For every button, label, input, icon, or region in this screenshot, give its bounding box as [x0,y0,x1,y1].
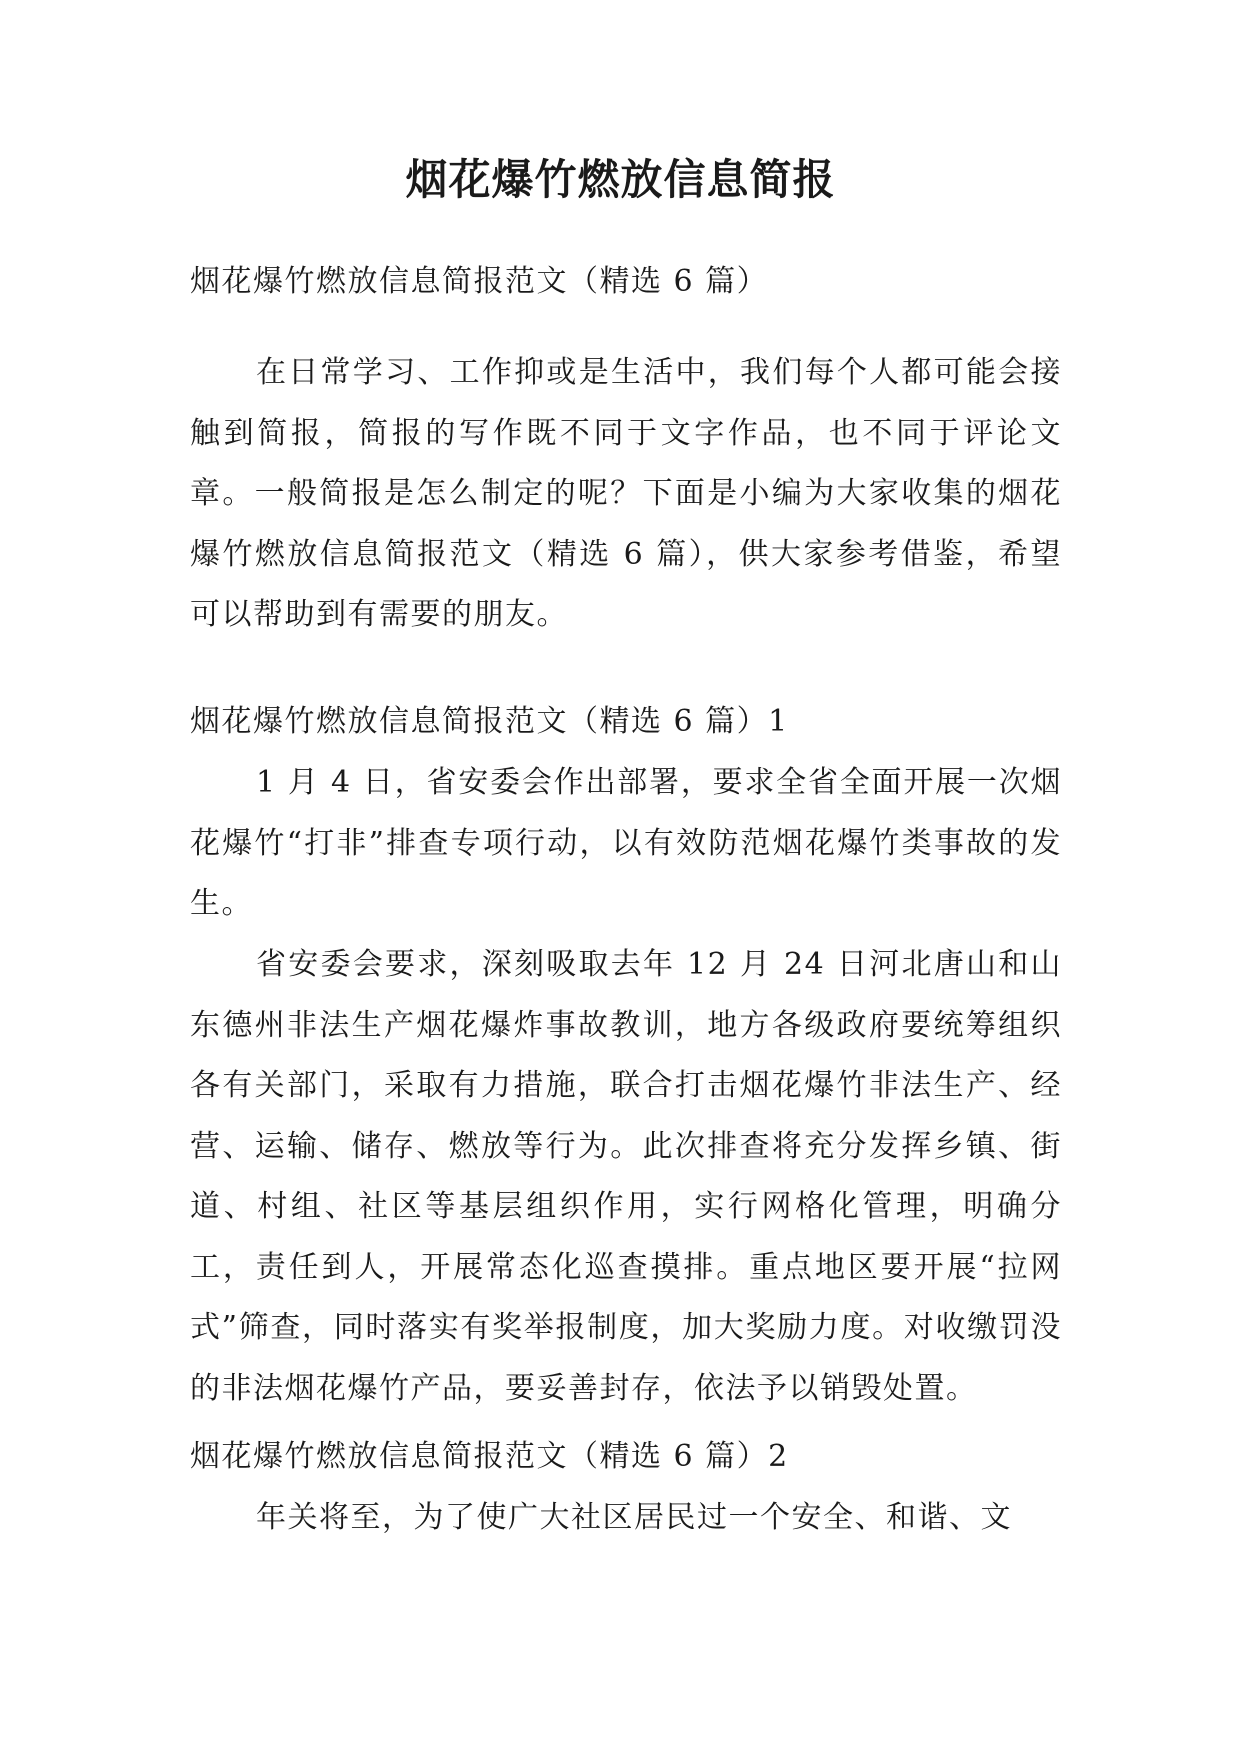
document-subtitle: 烟花爆竹燃放信息简报范文（精选 6 篇） [190,264,769,299]
section-paragraph: 省安委会要求，深刻吸取去年 12 月 24 日河北唐山和山东德州非法生产烟花爆炸事故教训，地方各级政府要统筹组织各有关部门，采取有力措施，联合打击烟花爆竹非法生产、经营、运输、储存、燃放等行为。此次排查将充分发挥乡镇、街道、村组、社区等基层组织作用，实行网格化管理，明确分工，责任到人，开展常态化巡查摸排。重点地区要开展“拉网式”筛查，同时落实有奖举报制度，加大奖励力度。对收缴罚没的非法烟花爆竹产品，要妥善封存，依法予以销毁处置。 [190,947,1062,1406]
section-heading: 烟花爆竹燃放信息简报范文（精选 6 篇）2 [190,1439,789,1474]
page-title: 烟花爆竹燃放信息简报 [405,155,836,204]
intro-paragraph: 在日常学习、工作抑或是生活中，我们每个人都可能会接触到简报，简报的写作既不同于文字作品，也不同于评论文章。一般简报是怎么制定的呢？下面是小编为大家收集的烟花爆竹燃放信息简报范文（精选 6 篇），供大家参考借鉴，希望可以帮助到有需要的朋友。 [190,355,1062,632]
section-paragraph: 年关将至，为了使广大社区居民过一个安全、和谐、文 [256,1500,1012,1535]
section-heading: 烟花爆竹燃放信息简报范文（精选 6 篇）1 [190,704,789,739]
section-paragraph: 1 月 4 日，省安委会作出部署，要求全省全面开展一次烟花爆竹“打非”排查专项行动，以有效防范烟花爆竹类事故的发生。 [190,765,1062,921]
